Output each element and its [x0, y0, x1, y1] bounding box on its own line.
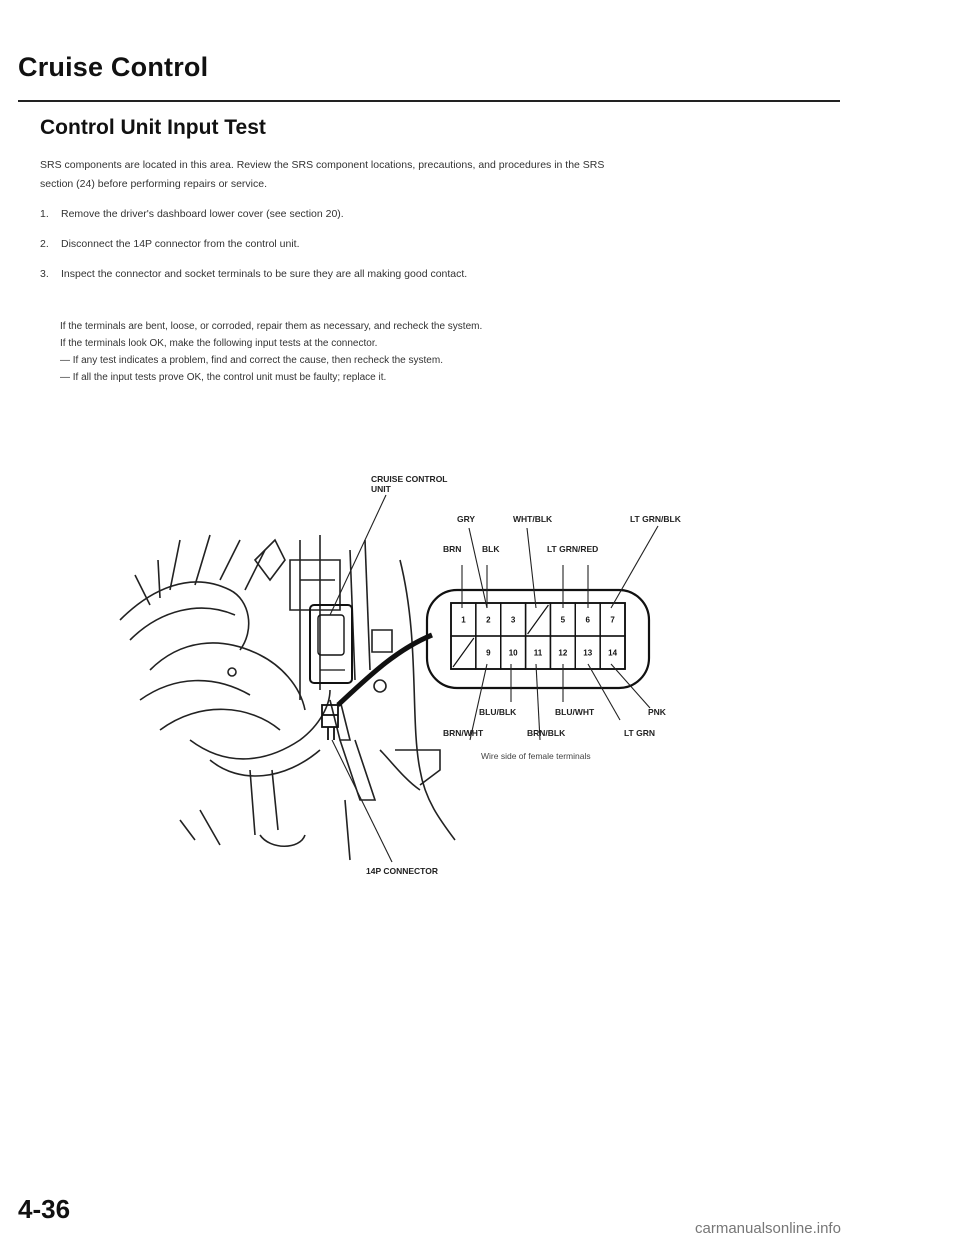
- unit-label-line-2: UNIT: [371, 484, 391, 494]
- inspection-notes: [60, 318, 820, 386]
- procedure-steps: [40, 208, 840, 298]
- step-number: 2.: [40, 238, 49, 250]
- pin-number: 2: [486, 615, 491, 625]
- page-header-title: Cruise Control: [18, 52, 209, 82]
- pin-number: 6: [585, 615, 590, 625]
- pin-number: 10: [508, 648, 518, 658]
- note-line-4: — If all the input tests prove OK, the control unit must be faulty; replace it.: [60, 372, 387, 383]
- note-line-2: If the terminals look OK, make the following input tests at the connector.: [60, 338, 378, 349]
- srs-warning-paragraph: [40, 156, 840, 194]
- connector-leader-line: [332, 740, 392, 862]
- wire-label-lt-grn-red: LT GRN/RED: [547, 544, 599, 554]
- wire-label-blu-wht: BLU/WHT: [555, 707, 595, 717]
- wire-label-brn: BRN: [443, 544, 462, 554]
- note-line-3: — If any test indicates a problem, find and correct the cause, then recheck the system.: [60, 355, 443, 366]
- pin-number: 14: [608, 648, 618, 658]
- cruise-control-unit-illustration: [310, 605, 352, 683]
- unit-leader-line: [330, 495, 386, 615]
- srs-warning-line-2: section (24) before performing repairs or service.: [40, 178, 268, 190]
- step-1: [40, 208, 840, 238]
- wire-label-lt-grn-blk: LT GRN/BLK: [630, 514, 681, 524]
- note-line-1: If the terminals are bent, loose, or corroded, repair them as necessary, and recheck the system.: [60, 321, 483, 332]
- srs-warning-line-1: SRS components are located in this area. Review the SRS component locations, precautions, and procedures in the SRS: [40, 159, 605, 171]
- step-text: Remove the driver's dashboard lower cover (see section 20).: [61, 208, 344, 220]
- pin-number: 13: [583, 648, 593, 658]
- pin-number: 7: [610, 615, 615, 625]
- unused-pin-slash: [453, 638, 474, 667]
- pin-row-top: [451, 603, 625, 636]
- pin-row-bottom: [451, 636, 625, 669]
- step-number: 3.: [40, 268, 49, 280]
- unit-label-line-1: CRUISE CONTROL: [371, 474, 448, 484]
- wire-label-lt-grn: LT GRN: [624, 728, 656, 738]
- unused-pin-slash: [528, 605, 549, 634]
- top-wire-leaders: [462, 526, 658, 608]
- connector-face-enlarged: [427, 590, 649, 688]
- wire-label-brn-blk: BRN/BLK: [527, 728, 566, 738]
- connector-diagram: [0, 440, 960, 890]
- step-number: 1.: [40, 208, 49, 220]
- connector-label: 14P CONNECTOR: [366, 866, 438, 876]
- pin-number: 12: [558, 648, 568, 658]
- wire-label-blk: BLK: [482, 544, 500, 554]
- pin-number: 5: [560, 615, 566, 625]
- step-2: [40, 238, 840, 268]
- step-text: Inspect the connector and socket terminals to be sure they are all making good contact.: [61, 268, 468, 280]
- step-text: Disconnect the 14P connector from the control unit.: [61, 238, 300, 250]
- pin-number: 3: [510, 615, 516, 625]
- wire-label-pnk: PNK: [648, 707, 666, 717]
- header-divider: [18, 100, 840, 102]
- pin-number: 1: [461, 615, 466, 625]
- harness-illustration: [120, 535, 455, 860]
- pin-number: 9: [486, 648, 491, 658]
- wire-label-blu-blk: BLU/BLK: [479, 707, 517, 717]
- pin-number: 11: [533, 648, 543, 658]
- wire-label-wht-blk: WHT/BLK: [513, 514, 553, 524]
- section-title: Control Unit Input Test: [40, 116, 266, 139]
- step-3: [40, 268, 840, 298]
- page-number: 4-36: [18, 1194, 71, 1224]
- wire-label-brn-wht: BRN/WHT: [443, 728, 484, 738]
- watermark: carmanualsonline.info: [695, 1220, 841, 1237]
- wire-label-gry: GRY: [457, 514, 476, 524]
- wire-side-note: Wire side of female terminals: [481, 751, 591, 761]
